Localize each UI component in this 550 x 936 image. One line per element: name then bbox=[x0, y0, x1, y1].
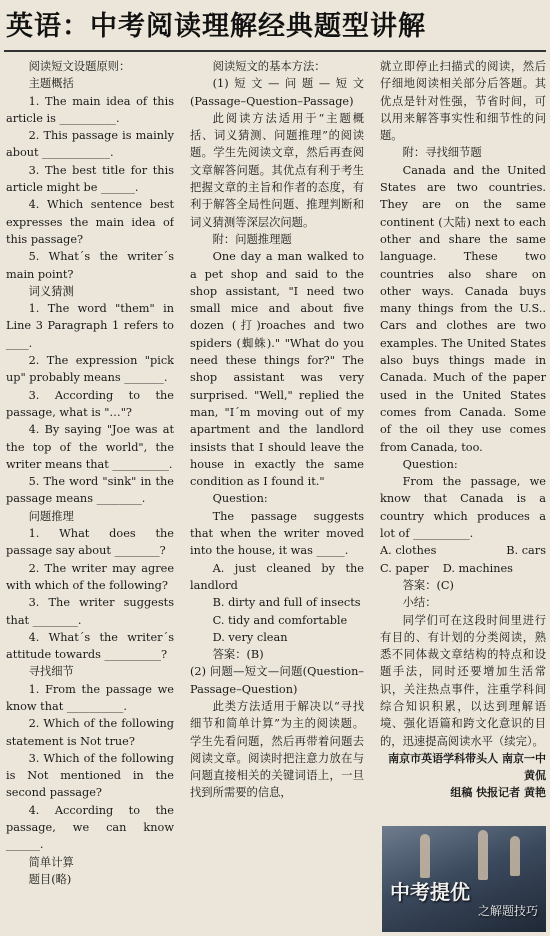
option-c: C. paper bbox=[380, 561, 429, 575]
paragraph: B. dirty and full of insects bbox=[212, 596, 361, 610]
photo-title: 中考提优 bbox=[390, 880, 470, 904]
paragraph: 题目(略) bbox=[28, 872, 72, 886]
paragraph: 5. The word "sink" in the passage means ________. bbox=[6, 475, 174, 506]
paragraph: 就立即停止扫描式的阅读，然后仔细地阅读相关部分后答题。其优点是针对性强，节省时间，可以用来解答事实性和细节性的问题。 bbox=[380, 60, 546, 143]
paragraph: (2) 问题—短文—问题(Question–Passage–Question) bbox=[190, 665, 364, 696]
editor-byline: 组稿 快报记者 黄艳 bbox=[450, 786, 546, 800]
paragraph: From the passage, we know that Canada is a country which produces a lot of __________. bbox=[380, 475, 546, 541]
paragraph: 答案：(C) bbox=[402, 578, 454, 592]
paragraph: 1. The main idea of this article is __________. bbox=[6, 94, 174, 125]
feature-photo bbox=[382, 826, 546, 932]
paragraph: A. just cleaned by the landlord bbox=[190, 561, 364, 592]
paragraph: 2. Which of the following statement is Not true? bbox=[6, 717, 174, 748]
paragraph: 附：寻找细节题 bbox=[402, 146, 482, 160]
paragraph: 5. What´s the writer´s main point? bbox=[6, 250, 174, 281]
column-3-summary bbox=[380, 577, 546, 750]
paragraph: (1)短文—问题—短文(Passage–Question–Passage) bbox=[190, 77, 364, 108]
paragraph: 问题推理 bbox=[28, 509, 74, 523]
option-b: B. cars bbox=[506, 544, 546, 558]
paragraph: 1. The word "them" in Line 3 Paragraph 1 refers to ____. bbox=[6, 302, 174, 350]
runner-figure bbox=[478, 830, 488, 880]
paragraph: 阅读短文设题原则： bbox=[28, 60, 131, 73]
paragraph: 4. According to the passage, we can know ______. bbox=[6, 803, 174, 852]
paragraph: 2. This passage is mainly about ____________. bbox=[6, 129, 174, 160]
paragraph: 2. The writer may agree with which of the following? bbox=[6, 561, 174, 592]
answer-options-row-1 bbox=[380, 542, 546, 559]
option-d: D. machines bbox=[442, 561, 513, 575]
paragraph: 主题概括 bbox=[28, 77, 74, 91]
paragraph: 此类方法适用于解决以“寻找细节和简单计算”为主的阅读题。学生先看问题，然后再带着问题去阅读文章。阅读时把注意力放在与问题直接相关的关键词语上，一旦找到所需要的信息， bbox=[190, 699, 364, 800]
paragraph: 3. Which of the following is Not mentioned in the second passage? bbox=[6, 751, 174, 800]
paragraph: 2. The expression "pick up" probably means _______. bbox=[6, 354, 174, 385]
answer-options-row-2 bbox=[380, 560, 546, 577]
paragraph: 答案：(B) bbox=[212, 648, 264, 662]
paragraph: 同学们可在这段时间里进行有目的、有计划的分类阅读，熟悉不同体裁文章结构的特点和设题手法，同时还要增加生活常识，关注热点事件，注重学科间综合知识积累，以达到理解语境、强化语篇和跨文化意识的目的，迅速提高阅读水平（续完）。 bbox=[380, 613, 546, 748]
paragraph: 4. Which sentence best expresses the main idea of this passage? bbox=[6, 198, 174, 246]
paragraph: Question: bbox=[402, 457, 458, 471]
column-3 bbox=[380, 58, 546, 934]
paragraph: One day a man walked to a pet shop and said to the shop assistant, "I need two small mice and about five dozen (打)roaches and two spiders (蜘蛛)." "What do you need these things for?" The shop assistant was very surprised. "Well," replied the man, "I´m moving out of my apartment and the landlord insists that I should leave the house in exactly the same condition as I found it." bbox=[190, 250, 364, 489]
runner-figure bbox=[420, 834, 430, 878]
runner-figure bbox=[510, 836, 520, 876]
paragraph: 小结： bbox=[402, 596, 437, 610]
paragraph: 3. According to the passage, what is "…"? bbox=[6, 388, 174, 419]
paragraph: 寻找细节 bbox=[28, 665, 74, 679]
title-rule bbox=[4, 50, 546, 52]
paragraph: 此阅读方法适用于“主题概括、词义猜测、问题推理”的阅读题。学生先阅读文章，然后再查阅文章解答问题。其优点有利于考生把握文章的主旨和作者的态度，有利于解答全局性问题、推理判断和词义猜测等深层次问题。 bbox=[190, 111, 364, 229]
paragraph: 4. By saying "Joe was at the top of the world", the writer means that __________. bbox=[6, 423, 174, 471]
paragraph: 1. What does the passage say about ________? bbox=[6, 527, 174, 558]
paragraph: 3. The best title for this article might be ______. bbox=[6, 163, 174, 195]
option-a: A. clothes bbox=[380, 544, 437, 558]
paragraph: D. very clean bbox=[212, 630, 288, 644]
paragraph: 简单计算 bbox=[28, 855, 74, 869]
paragraph: 附：问题推理题 bbox=[212, 232, 292, 246]
author-byline: 南京市英语学科带头人 南京一中黄侃 bbox=[388, 751, 546, 783]
page-title: 英语：中考阅读理解经典题型讲解 bbox=[6, 11, 426, 42]
photo-subtitle: 之解题技巧 bbox=[477, 904, 538, 918]
paragraph: C. tidy and comfortable bbox=[212, 613, 348, 627]
paragraph: 4. What´s the writer´s attitude towards __________? bbox=[6, 630, 174, 662]
paragraph: 1. From the passage we know that __________. bbox=[6, 682, 174, 713]
paragraph: 阅读短文的基本方法： bbox=[212, 60, 326, 73]
column-1 bbox=[6, 58, 174, 934]
paragraph: 词义猜测 bbox=[28, 284, 74, 298]
paragraph: 3. The writer suggests that ________. bbox=[6, 596, 174, 627]
paragraph: The passage suggests that when the writer moved into the house, it was _____. bbox=[190, 509, 364, 558]
paragraph: Canada and the United States are two countries. They are on the same continent (大陆) next to each other and share the same language. These two countries also share on other ways. Canada buys many things from the U.S.. Cars and clothes are two examples. The United States also buys things made in Canada. Much of the paper used in the United States comes from Canada. Some of the oil they use comes from Canada, too. bbox=[380, 163, 546, 454]
paragraph: Question: bbox=[212, 492, 268, 506]
column-2 bbox=[190, 58, 364, 934]
column-3-paragraphs bbox=[380, 58, 546, 542]
